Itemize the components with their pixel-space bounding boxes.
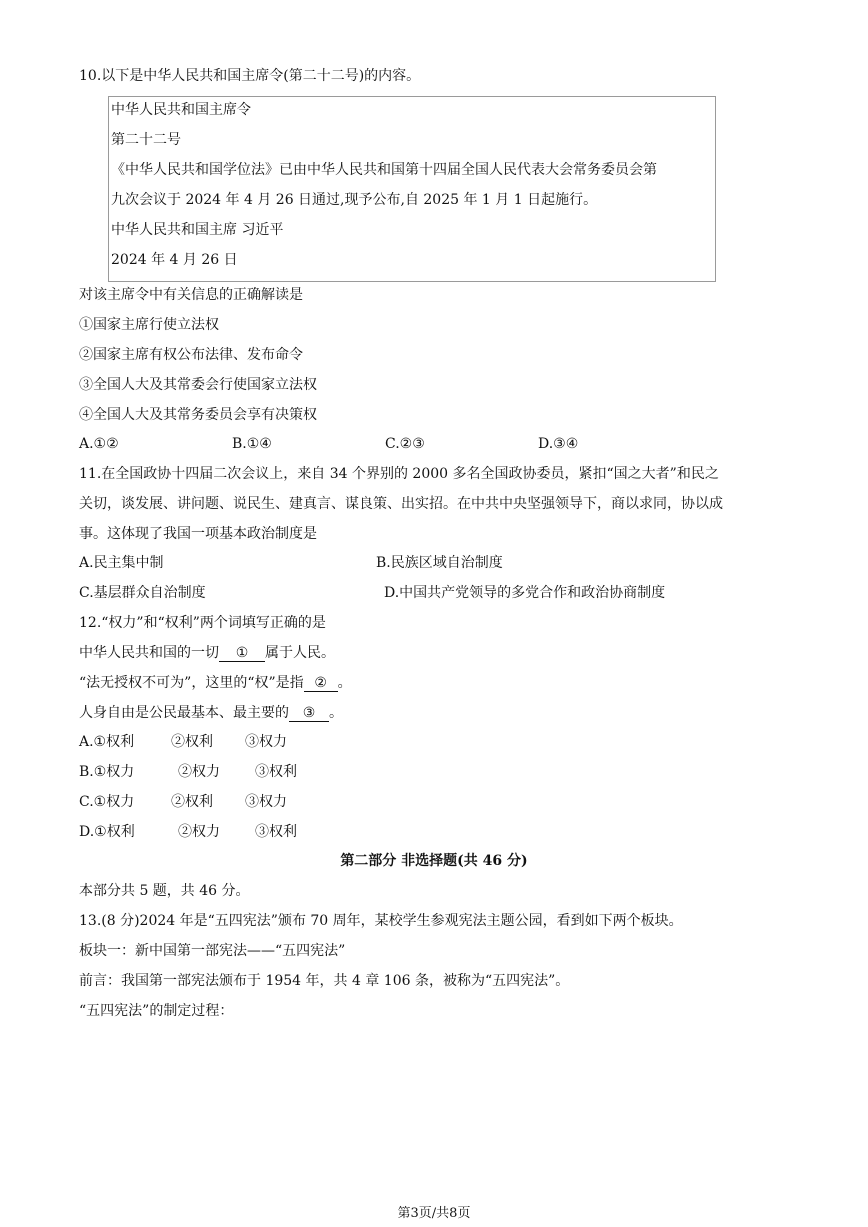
q12-s2-post: 。 [337, 675, 352, 691]
q10-question: 对该主席令中有关信息的正确解读是 [79, 287, 303, 303]
q12-option-b: ③权利 [255, 764, 297, 780]
q12-sentence-3 [79, 704, 343, 722]
q12-option-d: D.①权利 [79, 824, 135, 840]
q13-line: “五四宪法”的制定过程： [79, 1003, 234, 1019]
q11-line: 事。这体现了我国一项基本政治制度是 [79, 526, 317, 542]
q12-s1-pre: 中华人民共和国的一切 [79, 645, 219, 661]
q12-s1-post: 属于人民。 [265, 645, 335, 661]
q10-option-c: C.②③ [385, 436, 425, 452]
q11-line: 11.在全国政协十四届二次会议上，来自 34 个界别的 2000 多名全国政协委员，紧扣“国之大者”和民之 [79, 466, 719, 482]
q11-line: 关切，谈发展、讲问题、说民生、建真言、谋良策、出实招。在中共中央坚强领导下，商以求同，协以成 [79, 496, 723, 512]
q12-option-a: ②权利 [171, 734, 213, 750]
q12-option-c: ②权利 [171, 794, 213, 810]
q10-option-a: A.①② [79, 436, 119, 452]
q13-line: 前言：我国第一部宪法颁布于 1954 年，共 4 章 106 条，被称为“五四宪法”。 [79, 973, 570, 989]
q10-option-b: B.①④ [232, 436, 272, 452]
q12-option-c: ③权力 [245, 794, 287, 810]
part2-title: 第二部分 非选择题(共 46 分) [340, 853, 528, 869]
page-number: 第3页/共8页 [397, 1206, 471, 1221]
q12-blank-1: ① [219, 645, 265, 662]
q12-sentence-1 [79, 644, 335, 662]
decree-line: 《中华人民共和国学位法》已由中华人民共和国第十四届全国人民代表大会常务委员会第 [111, 162, 657, 178]
q13-line: 13.(8 分)2024 年是“五四宪法”颁布 70 周年，某校学生参观宪法主题公园，看到如下两个板块。 [79, 913, 683, 929]
q10-item: ④全国人大及其常务委员会享有决策权 [79, 407, 317, 423]
q10-item: ②国家主席有权公布法律、发布命令 [79, 347, 303, 363]
decree-line: 2024 年 4 月 26 日 [111, 252, 238, 268]
q12-blank-2: ② [304, 675, 338, 692]
q12-option-b: B.①权力 [79, 764, 135, 780]
q12-s2-pre: “法无授权不可为”，这里的“权”是指 [79, 675, 304, 691]
q10-stem: 10.以下是中华人民共和国主席令(第二十二号)的内容。 [79, 68, 421, 84]
q12-stem: 12.“权力”和“权利”两个词填写正确的是 [79, 615, 326, 631]
q11-option-b: B.民族区域自治制度 [376, 555, 503, 571]
q10-item: ③全国人大及其常委会行使国家立法权 [79, 377, 317, 393]
part2-intro: 本部分共 5 题，共 46 分。 [79, 883, 250, 899]
decree-line: 中华人民共和国主席 习近平 [111, 222, 284, 238]
decree-line: 第二十二号 [111, 132, 181, 148]
q12-sentence-2 [79, 674, 352, 692]
q12-option-b: ②权力 [178, 764, 220, 780]
q11-option-d: D.中国共产党领导的多党合作和政治协商制度 [384, 585, 666, 601]
q12-option-a: A.①权利 [79, 734, 135, 750]
q12-option-a: ③权力 [245, 734, 287, 750]
decree-line: 九次会议于 2024 年 4 月 26 日通过,现予公布,自 2025 年 1 月 1 日起施行。 [111, 192, 598, 208]
q13-line: 板块一：新中国第一部宪法——“五四宪法” [79, 943, 346, 959]
q11-option-a: A.民主集中制 [79, 555, 164, 571]
q12-option-d: ②权力 [178, 824, 220, 840]
q12-blank-3: ③ [289, 705, 329, 722]
q12-s3-post: 。 [329, 705, 343, 721]
q12-s3-pre: 人身自由是公民最基本、最主要的 [79, 705, 289, 721]
q11-option-c: C.基层群众自治制度 [79, 585, 206, 601]
q10-item: ①国家主席行使立法权 [79, 317, 219, 333]
decree-line: 中华人民共和国主席令 [111, 102, 251, 118]
q12-option-d: ③权利 [255, 824, 297, 840]
q10-option-d: D.③④ [538, 436, 579, 452]
q12-option-c: C.①权力 [79, 794, 135, 810]
